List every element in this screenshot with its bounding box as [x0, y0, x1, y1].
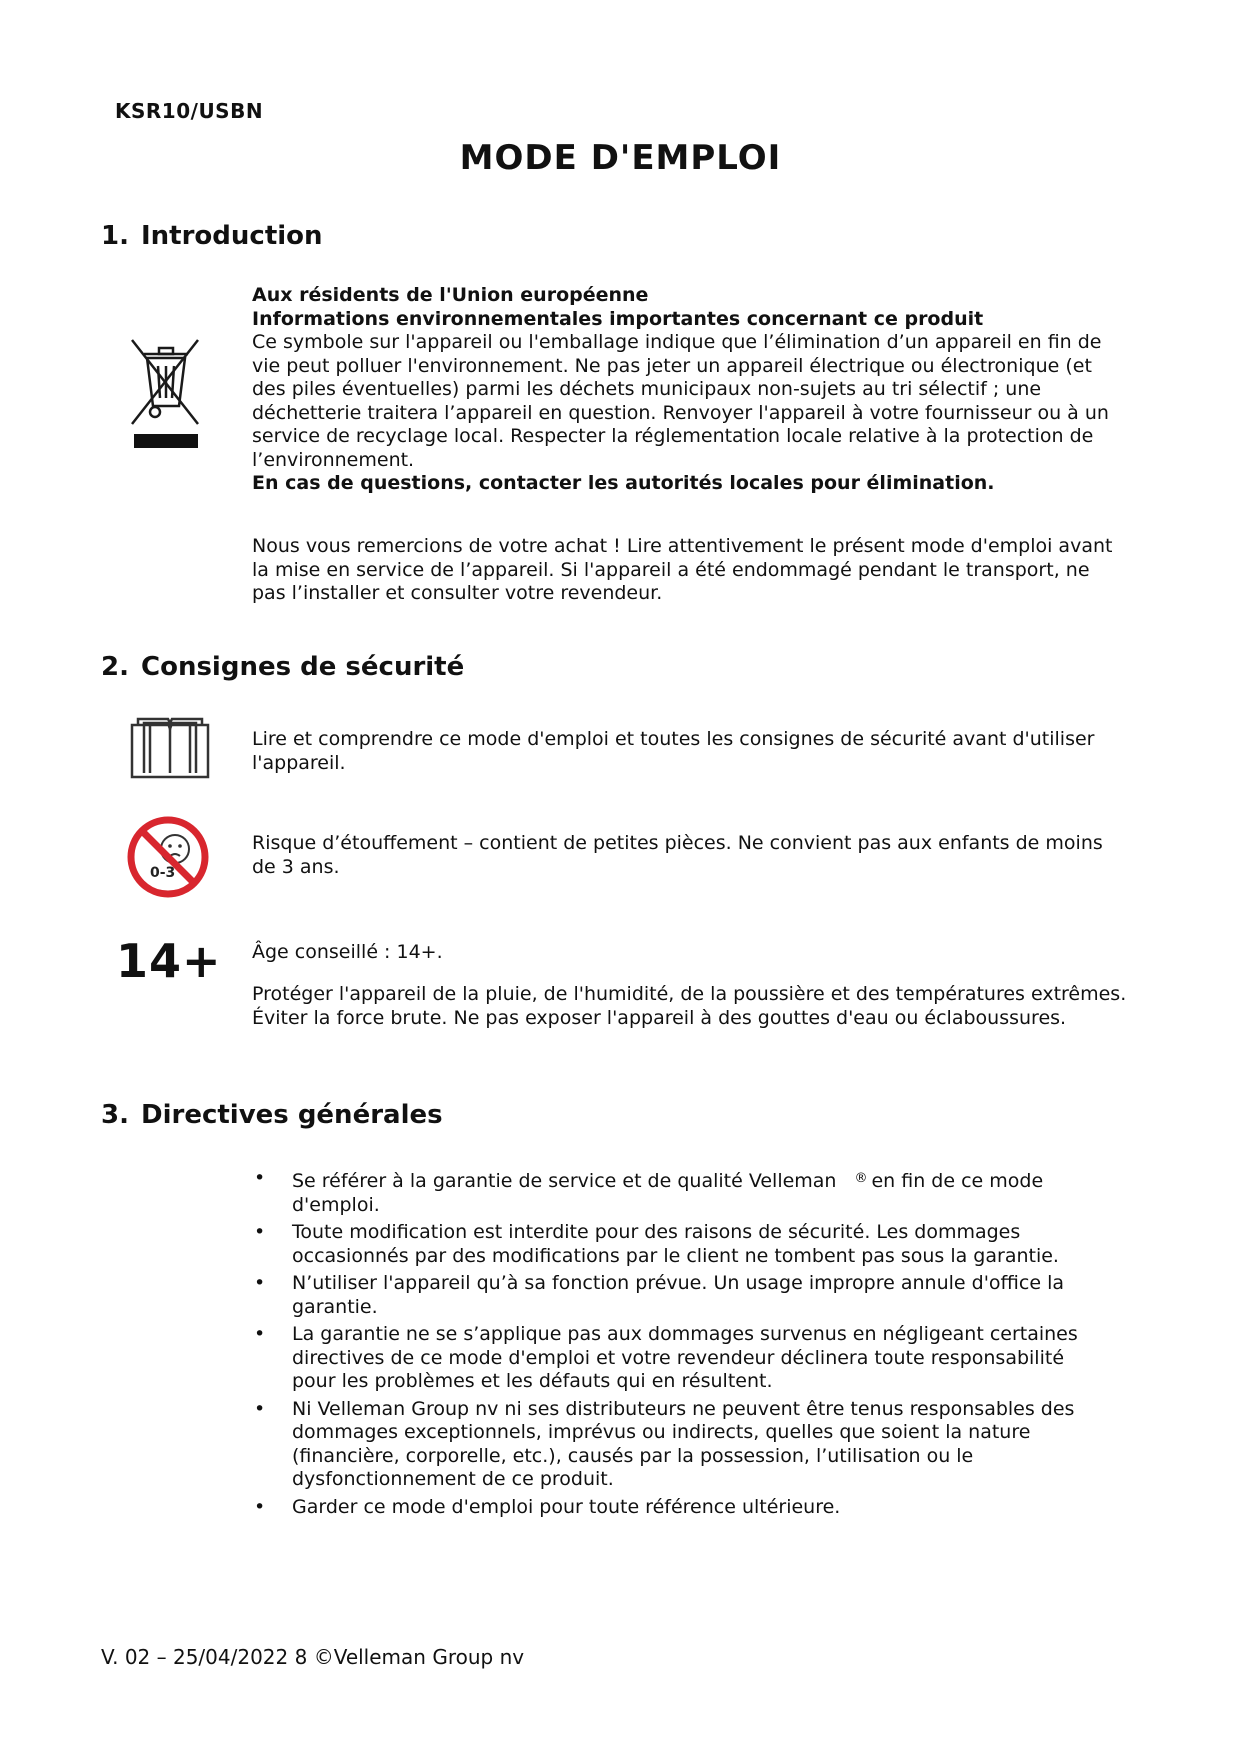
- model-number: KSR10/USBN: [115, 99, 264, 123]
- section-3-title: Directives générales: [141, 1100, 443, 1130]
- general-guidelines-list: [252, 1167, 1110, 1523]
- section-2-number: 2.: [101, 652, 129, 682]
- registered-mark: ®: [854, 1171, 868, 1186]
- list-item: • Ni Velleman Group nv ni ses distributeurs ne peuvent être tenus responsables des dommages exceptionnels, imprévus ou indirects, quelles que soient la nature (financière, corporelle, etc.), causés par la possession, l’utilisation ou le dysfonctionnement de ce produit.: [252, 1398, 1110, 1492]
- section-2-title: Consignes de sécurité: [141, 652, 465, 682]
- section-3-heading: [101, 1100, 443, 1130]
- section-1-heading: [101, 221, 323, 251]
- environment-info-title: Informations environnementales importantes concernant ce produit: [252, 307, 984, 330]
- eu-residents-title: Aux résidents de l'Union européenne: [252, 284, 649, 306]
- recommended-age-text: Âge conseillé : 14+.: [252, 941, 443, 963]
- list-item: • La garantie ne se s’applique pas aux dommages survenus en négligeant certaines directives de ce mode d'emploi et votre revendeur déclinera toute responsabilité pour les problèmes et les défauts qui en résultent.: [252, 1323, 1110, 1394]
- thanks-paragraph: Nous vous remercions de votre achat ! Lire attentivement le présent mode d'emploi avant la mise en service de l’appareil. Si l'appareil a été endommagé pendant le transport, ne pas l’installer et consulter votre revendeur.: [252, 535, 1113, 604]
- footer-version: V. 02 – 25/04/2022 8 ©Velleman Group nv: [101, 1645, 525, 1669]
- section-3-number: 3.: [101, 1100, 129, 1130]
- choking-age-label: 0-3: [150, 865, 176, 881]
- warranty-text-end: en fin de ce mode d'emploi.: [292, 1170, 1044, 1216]
- section-1-title: Introduction: [141, 221, 323, 251]
- read-manual-text: Lire et comprendre ce mode d'emploi et toutes les consignes de sécurité avant d'utiliser l'appareil.: [252, 728, 1095, 774]
- read-manual-book-icon: [130, 715, 210, 781]
- weee-bin-icon: [126, 336, 206, 456]
- choking-hazard-icon: [126, 815, 210, 899]
- age-14-plus-icon: 14+: [116, 934, 222, 988]
- choking-text: Risque d’étouffement – contient de petites pièces. Ne convient pas aux enfants de moins de 3 ans.: [252, 832, 1103, 878]
- list-item: [252, 1167, 1110, 1217]
- warranty-text: Se référer à la garantie de service et de qualité Velleman: [292, 1170, 837, 1192]
- list-item: • N’utiliser l'appareil qu’à sa fonction prévue. Un usage impropre annule d'office la garantie.: [252, 1272, 1110, 1319]
- section-2-heading: [101, 652, 464, 682]
- environment-contact-text: En cas de questions, contacter les autorités locales pour élimination.: [252, 472, 995, 494]
- list-item: • Garder ce mode d'emploi pour toute référence ultérieure.: [252, 1496, 1110, 1520]
- environment-info-text: Ce symbole sur l'appareil ou l'emballage indique que l’élimination d’un appareil en fin de vie peut polluer l'environnement. Ne pas jeter un appareil électrique ou électronique (et des piles éventuelles) parmi les déchets municipaux non-sujets au tri sélectif ; une déchetterie traitera l’appareil en question. Renvoyer l'appareil à votre fournisseur ou à un service de recyclage local. Respecter la réglementation locale relative à la protection de l’environnement.: [252, 331, 1109, 471]
- protection-text: Protéger l'appareil de la pluie, de l'humidité, de la poussière et des températures extrêmes. Éviter la force brute. Ne pas exposer l'appareil à des gouttes d'eau ou éclaboussures.: [252, 983, 1127, 1029]
- list-item: • Toute modification est interdite pour des raisons de sécurité. Les dommages occasionnés par des modifications par le client ne tombent pas sous la garantie.: [252, 1221, 1110, 1268]
- page-title: MODE D'EMPLOI: [459, 138, 782, 178]
- weee-notice: [252, 284, 1127, 496]
- section-1-number: 1.: [101, 221, 129, 251]
